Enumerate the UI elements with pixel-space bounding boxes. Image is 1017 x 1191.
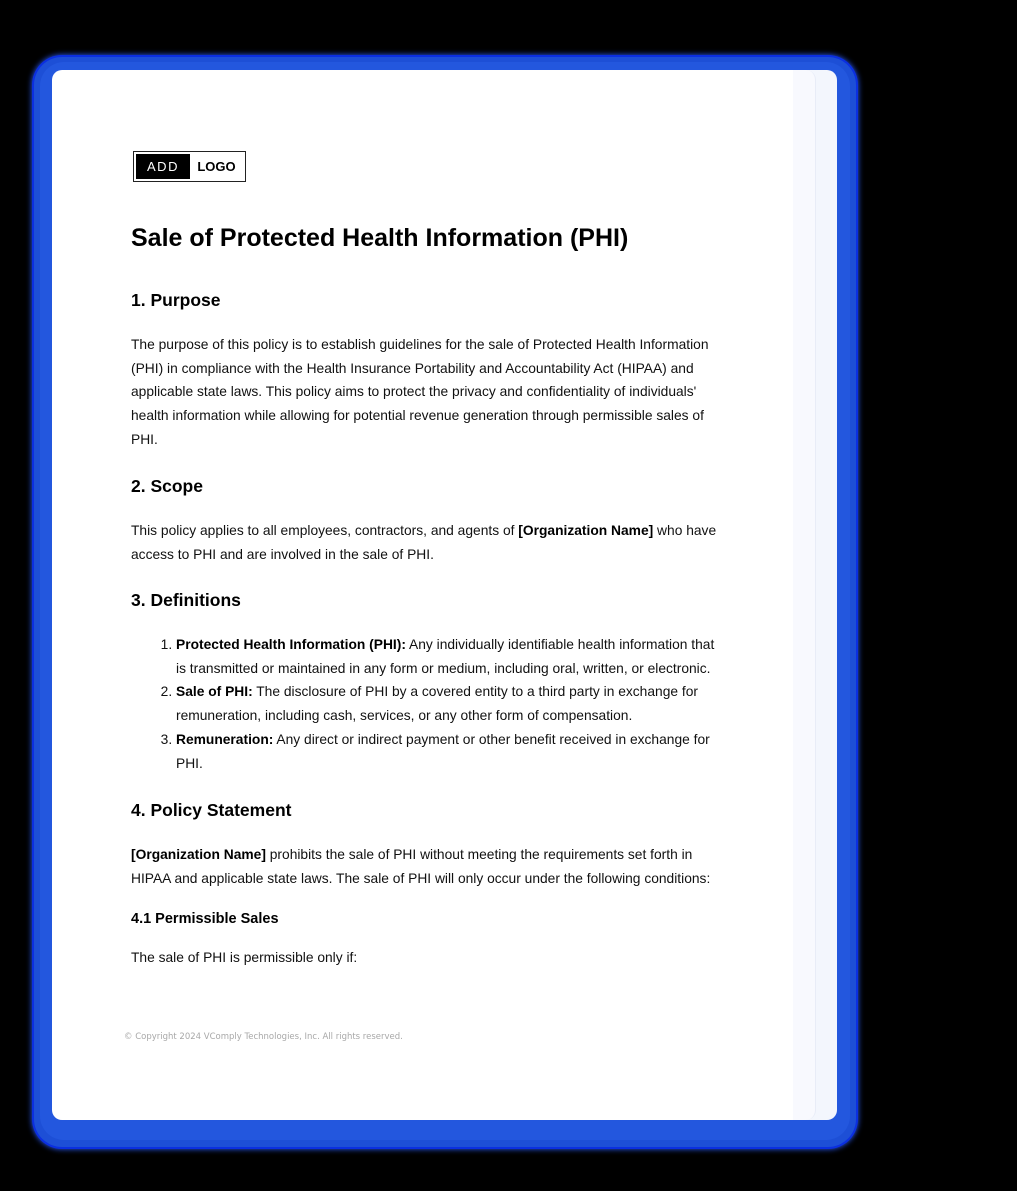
list-item: 3. Remuneration: Any direct or indirect payment or other benefit received in exchange for PHI. [176,728,721,775]
section-heading: 3. Definitions [131,590,241,610]
copyright-footer: © Copyright 2024 VComply Technologies, Inc. All rights reserved. [124,1032,403,1042]
section-scope [131,476,721,566]
document-title: Sale of Protected Health Information (PHI) [131,224,629,252]
section-definitions [131,590,721,775]
section-heading: 4. Policy Statement [131,800,292,820]
logo-add-label: ADD [136,154,190,179]
org-name-placeholder: [Organization Name] [131,847,266,862]
add-logo-placeholder[interactable] [133,151,246,182]
section-heading: 2. Scope [131,476,203,496]
section-purpose [131,290,721,452]
subsection-body: The sale of PHI is permissible only if: [131,950,358,966]
org-name-placeholder: [Organization Name] [518,523,654,538]
list-item: 1. Protected Health Information (PHI): Any individually identifiable health information that is transmitted or maintained in any form or medium, including oral, written, or electronic. [176,633,721,680]
section-heading: 1. Purpose [131,290,221,310]
section-body: The purpose of this policy is to establish guidelines for the sale of Protected Health Information (PHI) in compliance with the Health Insurance Portability and Accountability Act (HIPAA) and applicable state laws. This policy aims to protect the privacy and confidentiality of individuals' health information while allowing for potential revenue generation through permissible sales of PHI. [131,337,709,447]
section-body: This policy applies to all employees, contractors, and agents of [Organization Name] who have access to PHI and are involved in the sale of PHI. [131,523,717,562]
definitions-list [131,633,721,775]
subsection-heading: 4.1 Permissible Sales [131,911,279,928]
logo-logo-label: LOGO [197,159,236,174]
list-item: 2. Sale of PHI: The disclosure of PHI by a covered entity to a third party in exchange for remuneration, including cash, services, or any other form of compensation. [176,680,721,727]
section-policy-statement [131,800,721,970]
document-page [52,70,793,1120]
section-body: [Organization Name] prohibits the sale of PHI without meeting the requirements set forth in HIPAA and applicable state laws. The sale of PHI will only occur under the following conditions: [131,847,711,886]
